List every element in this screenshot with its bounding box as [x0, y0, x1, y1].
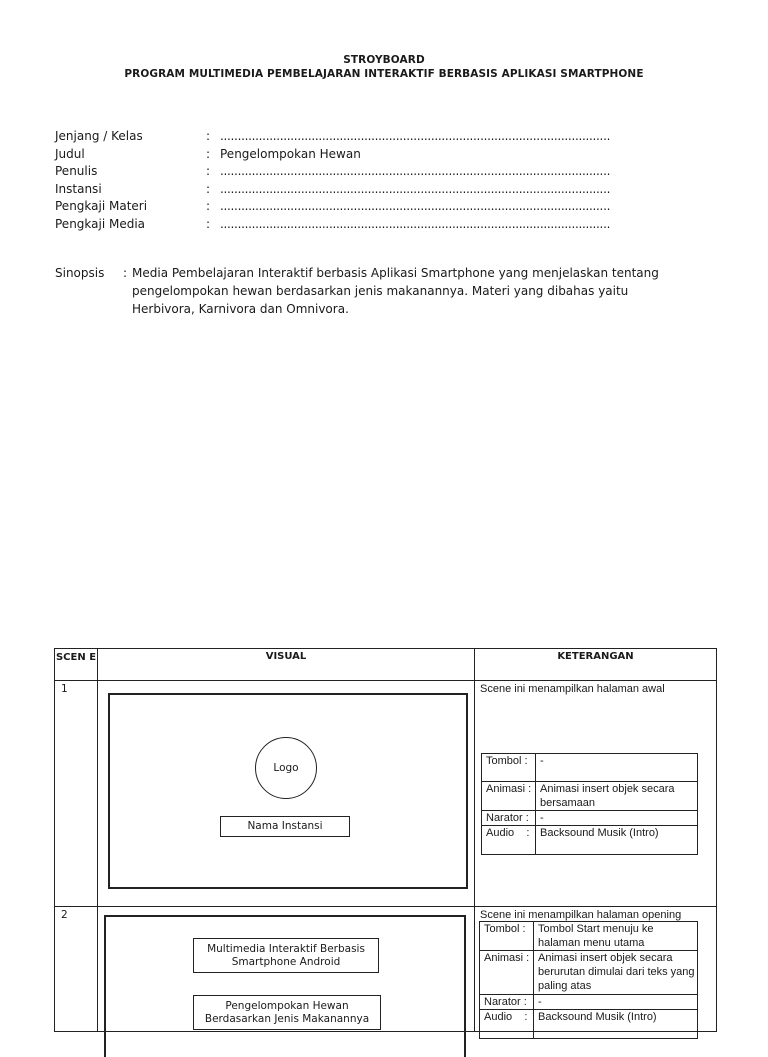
table-row: [55, 681, 717, 907]
meta-colon: :: [206, 199, 211, 214]
detail-row: [482, 782, 698, 811]
detail-row: [482, 811, 698, 826]
scene-description: Scene ini menampilkan halaman opening: [480, 909, 682, 921]
detail-row: [480, 922, 698, 951]
screen-frame: [108, 693, 468, 889]
detail-key: Animasi :: [482, 782, 536, 811]
meta-label: Pengkaji Media: [55, 216, 146, 231]
detail-key: Audio :: [480, 1010, 534, 1039]
meta-row-judul: [55, 147, 715, 165]
detail-key: Animasi :: [480, 951, 534, 995]
meta-row-penulis: [55, 164, 715, 182]
subtitle-box-label: Pengelompokan Hewan Berdasarkan Jenis Makanannya: [204, 999, 370, 1025]
scene-visual: [98, 907, 475, 1032]
detail-value: Tombol Start menuju ke halaman menu utama: [534, 922, 698, 951]
meta-value: Pengelompokan Hewan: [220, 146, 361, 161]
table-row: [55, 907, 717, 1032]
detail-row: [480, 995, 698, 1010]
storyboard-table: [54, 648, 717, 1032]
scene-keterangan: [475, 907, 717, 1032]
scene-description: Scene ini menampilkan halaman awal: [480, 683, 665, 695]
subtitle-box: [193, 995, 381, 1030]
meta-value: ...............................................................................................................: [220, 199, 611, 214]
logo-placeholder: [255, 737, 317, 799]
meta-label: Judul: [55, 146, 85, 161]
detail-table: [479, 921, 698, 1039]
meta-value: ...............................................................................................................: [220, 216, 611, 231]
meta-value: ...............................................................................................................: [220, 164, 611, 179]
sinopsis-label: Sinopsis: [55, 266, 105, 280]
header-scene: SCEN E: [55, 649, 98, 681]
meta-label: Jenjang / Kelas: [55, 129, 143, 143]
detail-key: Narator :: [482, 811, 536, 826]
detail-row: [480, 951, 698, 995]
detail-row: [482, 826, 698, 855]
meta-row-instansi: [55, 182, 715, 200]
instansi-label: Nama Instansi: [247, 820, 323, 832]
detail-key: Audio :: [482, 826, 536, 855]
sinopsis-text: Media Pembelajaran Interaktif berbasis Aplikasi Smartphone yang menjelaskan tentang pengelompokan hewan berdasarkan jenis makanannya. Materi yang dibahas yaitu Herbivora, Karnivora dan Omnivora.: [132, 266, 659, 316]
detail-key: Narator :: [480, 995, 534, 1010]
scene-number: 1: [55, 681, 98, 907]
document-title: STROYBOARD: [343, 54, 425, 66]
sinopsis-colon: :: [123, 266, 128, 280]
detail-value: -: [536, 811, 698, 826]
detail-table: [481, 753, 698, 855]
scene-visual: [98, 681, 475, 907]
detail-value: Animasi insert objek secara berurutan dimulai dari teks yang paling atas: [534, 951, 698, 995]
meta-row-jenjang: [55, 129, 715, 147]
detail-value: -: [536, 754, 698, 782]
detail-row: [482, 754, 698, 782]
logo-label: Logo: [273, 762, 299, 774]
meta-row-pengkaji-materi: [55, 199, 715, 217]
detail-value: Backsound Musik (Intro): [536, 826, 698, 855]
scene-number: 2: [55, 907, 98, 1032]
title-box-label: Multimedia Interaktif Berbasis Smartphone Android: [207, 942, 365, 968]
meta-value: ...............................................................................................................: [220, 129, 611, 143]
detail-row: [480, 1010, 698, 1039]
detail-value: Backsound Musik (Intro): [534, 1010, 698, 1039]
meta-label: Instansi: [55, 181, 102, 196]
meta-colon: :: [206, 164, 211, 179]
detail-value: Animasi insert objek secara bersamaan: [536, 782, 698, 811]
meta-row-pengkaji-media: [55, 217, 715, 235]
header-visual: VISUAL: [98, 649, 475, 681]
meta-colon: :: [206, 181, 211, 196]
document-subtitle: PROGRAM MULTIMEDIA PEMBELAJARAN INTERAKTIF BERBASIS APLIKASI SMARTPHONE: [124, 68, 644, 80]
detail-key: Tombol :: [482, 754, 536, 782]
instansi-box: [220, 816, 350, 837]
meta-colon: :: [206, 146, 211, 161]
table-header-row: [55, 649, 717, 681]
screen-frame: [104, 915, 466, 1057]
detail-value: -: [534, 995, 698, 1010]
meta-value: ...............................................................................................................: [220, 181, 611, 196]
header-keterangan: KETERANGAN: [475, 649, 717, 681]
meta-colon: :: [206, 129, 211, 143]
scene-keterangan: [475, 681, 717, 907]
meta-label: Penulis: [55, 164, 98, 179]
meta-section: [55, 129, 715, 235]
meta-colon: :: [206, 216, 211, 231]
meta-label: Pengkaji Materi: [55, 199, 148, 214]
title-box: [193, 938, 379, 973]
detail-key: Tombol :: [480, 922, 534, 951]
